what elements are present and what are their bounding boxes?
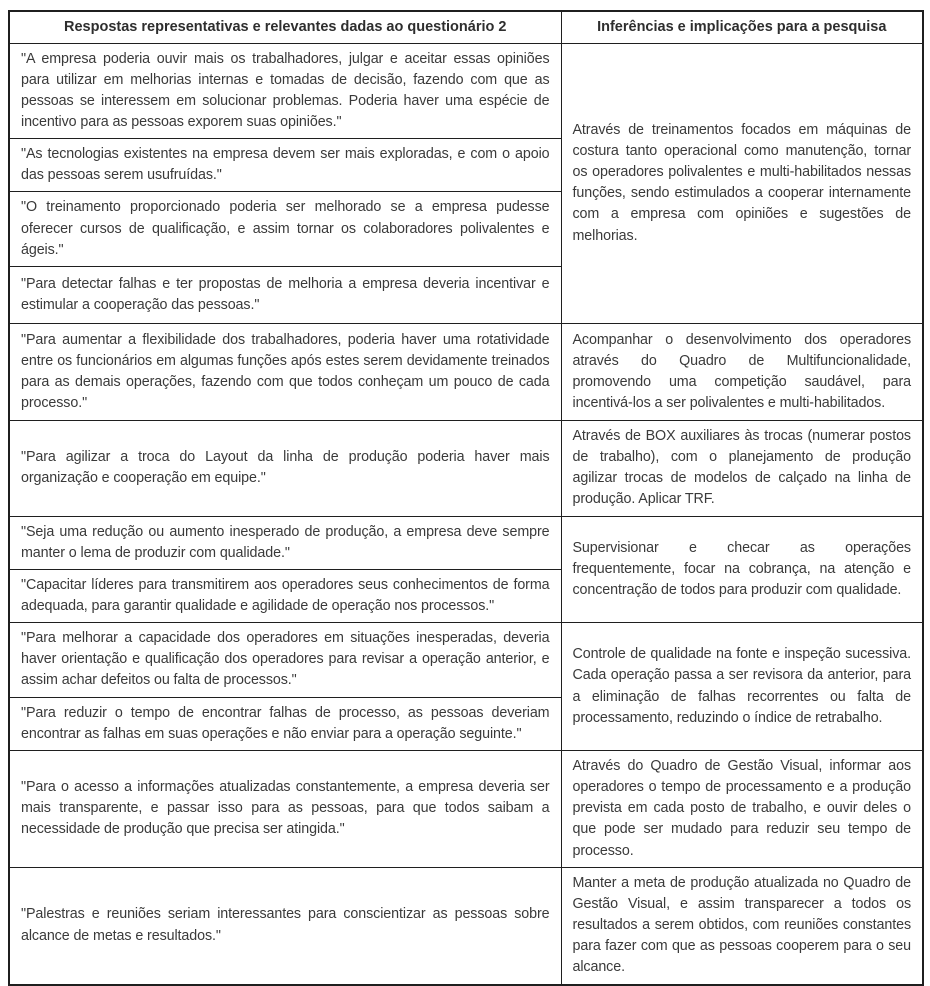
inference-cell: Supervisionar e checar as operações frequentemente, focar na cobrança, na atenção e concentração de todos para produzir com qualidade.: [561, 516, 923, 623]
table-row: [9, 623, 923, 697]
response-cell: "Para agilizar a troca do Layout da linha de produção poderia haver mais organização e cooperação em equipe.": [9, 420, 561, 516]
header-responses: Respostas representativas e relevantes dadas ao questionário 2: [9, 11, 561, 43]
inference-cell: Através do Quadro de Gestão Visual, informar aos operadores o tempo de processamento e a produção prevista em cada posto de trabalho, e ouvir deles o que pode ser mudado para reduzir seu tempo de processo.: [561, 750, 923, 867]
inference-cell: Acompanhar o desenvolvimento dos operadores através do Quadro de Multifuncionalidade, promovendo uma competição saudável, para incentivá-los a ser polivalentes e multi-habilitados.: [561, 323, 923, 420]
table-row: [9, 516, 923, 569]
table-row: [9, 750, 923, 867]
response-cell: "Para aumentar a flexibilidade dos trabalhadores, poderia haver uma rotatividade entre os funcionários em algumas funções após estes serem devidamente treinados para as demais operações, fazendo com que todos conheçam um pouco de cada processo.": [9, 323, 561, 420]
inference-cell: Através de treinamentos focados em máquinas de costura tanto operacional como manutenção, tornar os operadores polivalentes e multi-habilitados nessas funções, sendo estimulados a cooperar internamente com a empresa com opiniões e sugestões de melhorias.: [561, 43, 923, 323]
header-inferences: Inferências e implicações para a pesquisa: [561, 11, 923, 43]
response-cell: "Para reduzir o tempo de encontrar falhas de processo, as pessoas deveriam encontrar as falhas em suas operações e não enviar para a operação seguinte.": [9, 697, 561, 750]
response-cell: "Para melhorar a capacidade dos operadores em situações inesperadas, deveria haver orientação e qualificação dos operadores para revisar a operação anterior, e assim achar defeitos ou falta de processos.": [9, 623, 561, 697]
header-row: [9, 11, 923, 43]
response-cell: "A empresa poderia ouvir mais os trabalhadores, julgar e aceitar essas opiniões para utilizar em melhorias internas e tomadas de decisão, fazendo com que as pessoas se interessem em solucionar problemas. Poderia haver uma espécie de incentivo para as pessoas exporem suas opiniões.": [9, 43, 561, 139]
response-cell: "Palestras e reuniões seriam interessantes para conscientizar as pessoas sobre alcance de metas e resultados.": [9, 867, 561, 984]
response-cell: "Para o acesso a informações atualizadas constantemente, a empresa deveria ser mais transparente, e passar isso para as pessoas, para que todos saibam a necessidade de produção que precisa ser atingida.": [9, 750, 561, 867]
response-cell: "Seja uma redução ou aumento inesperado de produção, a empresa deve sempre manter o lema de produzir com qualidade.": [9, 516, 561, 569]
inference-cell: Controle de qualidade na fonte e inspeção sucessiva. Cada operação passa a ser revisora da anterior, para a eliminação de falhas recorrentes ou falta de processamento, reduzindo o índice de retrabalho.: [561, 623, 923, 751]
inference-cell: Manter a meta de produção atualizada no Quadro de Gestão Visual, e assim transparecer a todos os resultados a serem obtidos, com reuniões constantes para fazer com que as pessoas cooperem para o seu alcance.: [561, 867, 923, 984]
table-row: [9, 43, 923, 139]
table-row: [9, 867, 923, 984]
table-row: [9, 323, 923, 420]
response-cell: "Capacitar líderes para transmitirem aos operadores seus conhecimentos de forma adequada, para garantir qualidade e agilidade de operação nos processos.": [9, 569, 561, 622]
table-row: [9, 420, 923, 516]
inference-cell: Através de BOX auxiliares às trocas (numerar postos de trabalho), com o planejamento de produção agilizar trocas de modelos de calçado na linha de produção. Aplicar TRF.: [561, 420, 923, 516]
responses-inferences-table: [8, 10, 924, 986]
response-cell: "Para detectar falhas e ter propostas de melhoria a empresa deveria incentivar e estimular a cooperação das pessoas.": [9, 266, 561, 323]
response-cell: "As tecnologias existentes na empresa devem ser mais exploradas, e com o apoio das pessoas serem usufruídas.": [9, 139, 561, 192]
response-cell: "O treinamento proporcionado poderia ser melhorado se a empresa pudesse oferecer cursos de qualificação, e assim tornar os colaboradores polivalentes e ágeis.": [9, 192, 561, 266]
